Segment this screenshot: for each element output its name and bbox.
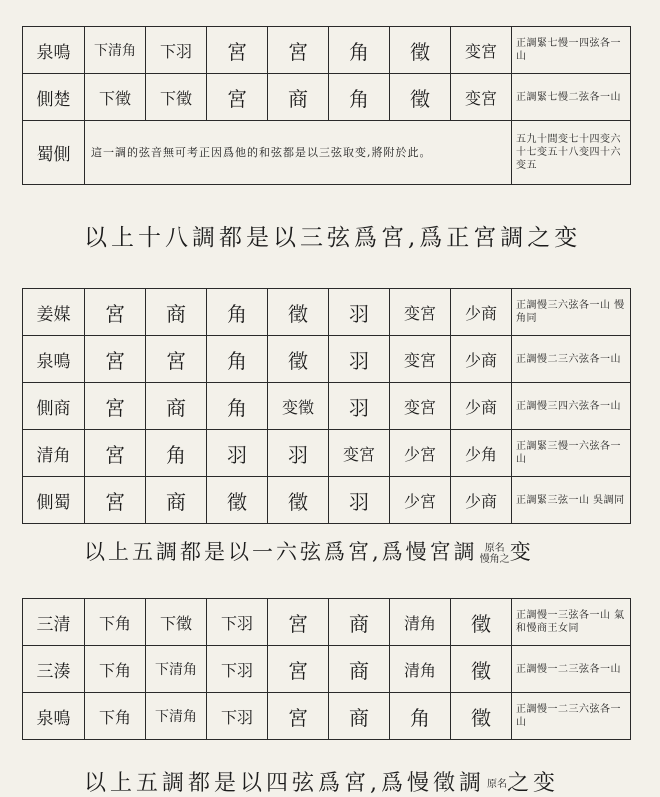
note-cell: 清角 — [390, 646, 451, 693]
note-cell: 角 — [207, 289, 268, 336]
note-cell: 徵 — [268, 336, 329, 383]
note-cell: 徵 — [390, 74, 451, 121]
tuning-note: 正調慢一二三六弦各一山 — [512, 693, 631, 740]
caption-3-main: 以上五調都是以四弦爲宮,爲慢徵調 — [84, 771, 485, 796]
table-3 — [22, 598, 631, 740]
note-cell: 清角 — [390, 599, 451, 646]
note-cell: 少角 — [451, 430, 512, 477]
note-cell: 变宮 — [390, 336, 451, 383]
tuning-note: 正調慢三四六弦各一山 — [512, 383, 631, 430]
row-label: 三湊 — [23, 646, 85, 693]
note-cell: 宮 — [268, 27, 329, 74]
note-cell: 徵 — [451, 693, 512, 740]
note-cell: 宮 — [207, 74, 268, 121]
row-label: 泉鳴 — [23, 27, 85, 74]
note-cell: 商 — [329, 693, 390, 740]
tuning-note: 五九十間变七十四变六十七变五十八变四十六变五 — [512, 121, 631, 185]
note-cell: 羽 — [268, 430, 329, 477]
caption-2-main: 以上五調都是以一六弦爲宮,爲慢宮調 — [84, 540, 478, 564]
tuning-note: 正調緊七慢一四弦各一山 — [512, 27, 631, 74]
tuning-note: 正調慢三六弦各一山 慢角同 — [512, 289, 631, 336]
row-label: 側蜀 — [23, 477, 85, 524]
row-label: 三清 — [23, 599, 85, 646]
table-row — [23, 289, 631, 336]
note-cell: 下羽 — [207, 599, 268, 646]
table-row — [23, 27, 631, 74]
note-cell: 下徵 — [146, 599, 207, 646]
note-cell: 徵 — [268, 289, 329, 336]
note-cell: 角 — [146, 430, 207, 477]
note-cell: 变徵 — [268, 383, 329, 430]
note-cell: 宮 — [85, 383, 146, 430]
caption-2-tail: 变 — [509, 540, 534, 564]
note-cell: 宮 — [268, 693, 329, 740]
note-cell: 少商 — [451, 336, 512, 383]
note-cell: 宮 — [268, 599, 329, 646]
note-cell: 商 — [146, 383, 207, 430]
note-cell: 下羽 — [207, 693, 268, 740]
table-row — [23, 430, 631, 477]
note-cell: 少商 — [451, 289, 512, 336]
table-row — [23, 477, 631, 524]
note-cell: 下角 — [85, 599, 146, 646]
note-cell: 徵 — [390, 27, 451, 74]
note-cell: 羽 — [329, 477, 390, 524]
table-row — [23, 646, 631, 693]
note-cell: 宮 — [85, 336, 146, 383]
note-cell: 羽 — [207, 430, 268, 477]
note-cell: 角 — [329, 74, 390, 121]
table-row — [23, 599, 631, 646]
note-cell: 下徵 — [85, 74, 146, 121]
note-cell: 少商 — [451, 477, 512, 524]
note-cell: 下羽 — [207, 646, 268, 693]
note-cell: 少商 — [451, 383, 512, 430]
caption-2 — [84, 536, 534, 566]
note-cell: 下徵 — [146, 74, 207, 121]
note-cell: 少宮 — [390, 477, 451, 524]
note-cell: 宮 — [85, 477, 146, 524]
table-1 — [22, 26, 631, 185]
table-row — [23, 121, 631, 185]
note-cell: 羽 — [329, 336, 390, 383]
note-cell: 商 — [146, 477, 207, 524]
note-cell: 少宮 — [390, 430, 451, 477]
row-label: 泉鳴 — [23, 693, 85, 740]
note-cell: 角 — [390, 693, 451, 740]
note-cell: 变宮 — [451, 27, 512, 74]
note-cell: 下清角 — [146, 646, 207, 693]
explanation-text: 這一調的弦音無可考正因爲他的和弦都是以三弦取变,將附於此。 — [85, 121, 512, 185]
note-cell: 变宮 — [390, 289, 451, 336]
note-cell: 下角 — [85, 646, 146, 693]
tuning-note: 正調慢二三六弦各一山 — [512, 336, 631, 383]
row-label: 側商 — [23, 383, 85, 430]
note-cell: 下角 — [85, 693, 146, 740]
note-cell: 羽 — [329, 383, 390, 430]
caption-3-note: 原名 — [487, 778, 507, 790]
note-cell: 变宮 — [390, 383, 451, 430]
row-label: 蜀側 — [23, 121, 85, 185]
row-label: 清角 — [23, 430, 85, 477]
note-cell: 下清角 — [146, 693, 207, 740]
note-cell: 商 — [329, 646, 390, 693]
tuning-note: 正調慢一二三弦各一山 — [512, 646, 631, 693]
note-cell: 徵 — [268, 477, 329, 524]
note-cell: 商 — [329, 599, 390, 646]
note-cell: 徵 — [451, 599, 512, 646]
note-cell: 角 — [207, 383, 268, 430]
note-cell: 羽 — [329, 289, 390, 336]
note-cell: 宮 — [85, 430, 146, 477]
caption-3-tail: 之变 — [507, 771, 560, 796]
note-cell: 角 — [207, 336, 268, 383]
table-row — [23, 383, 631, 430]
tuning-note: 正調慢一三弦各一山 氣和慢商王女同 — [512, 599, 631, 646]
caption-3 — [84, 766, 559, 797]
note-cell: 商 — [146, 289, 207, 336]
tuning-note: 正調緊三弦一山 吳調同 — [512, 477, 631, 524]
note-cell: 徵 — [451, 646, 512, 693]
table-row — [23, 74, 631, 121]
note-cell: 变宮 — [329, 430, 390, 477]
row-label: 側楚 — [23, 74, 85, 121]
caption-1: 以上十八調都是以三弦爲宮,爲正宮調之变 — [84, 225, 582, 251]
table-row — [23, 336, 631, 383]
note-cell: 变宮 — [451, 74, 512, 121]
table-2 — [22, 288, 631, 524]
note-cell: 下羽 — [146, 27, 207, 74]
note-cell: 徵 — [207, 477, 268, 524]
table-row — [23, 693, 631, 740]
row-label: 姜媒 — [23, 289, 85, 336]
note-cell: 角 — [329, 27, 390, 74]
note-cell: 商 — [268, 74, 329, 121]
note-cell: 下清角 — [85, 27, 146, 74]
caption-2-note: 原名 慢角之 — [479, 542, 510, 565]
note-cell: 宮 — [146, 336, 207, 383]
note-cell: 宮 — [85, 289, 146, 336]
note-cell: 宮 — [207, 27, 268, 74]
tuning-note: 正調緊三慢一六弦各一山 — [512, 430, 631, 477]
tuning-note: 正調緊七慢二弦各一山 — [512, 74, 631, 121]
note-cell: 宮 — [268, 646, 329, 693]
row-label: 泉鳴 — [23, 336, 85, 383]
